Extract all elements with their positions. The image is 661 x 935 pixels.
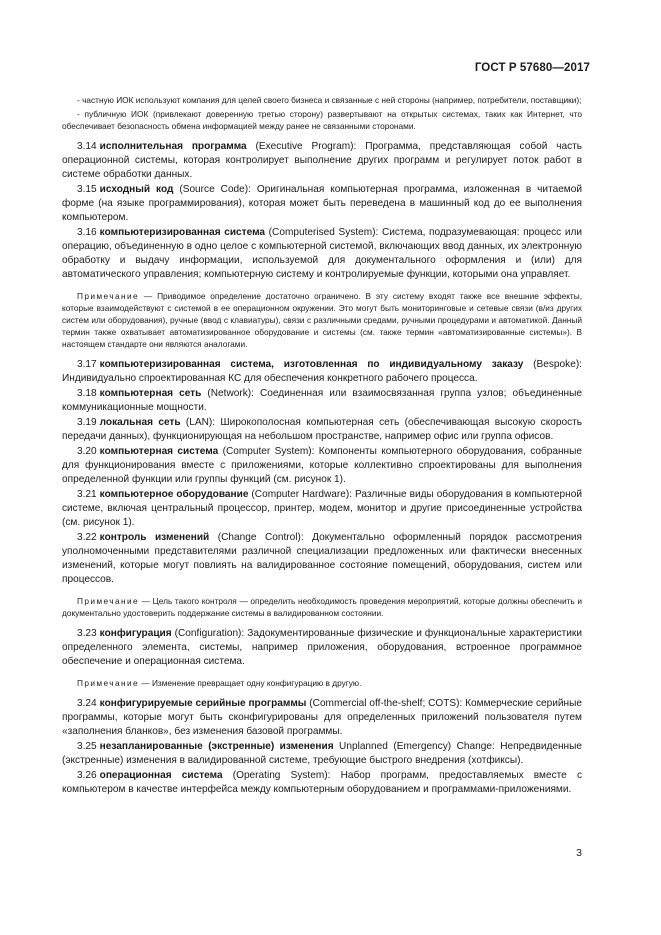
term-number: 3.22 (77, 532, 97, 543)
term-definition: (Network): Соединенная или взаимосвязанная группа узлов; объединенные коммуникационные мощности. (62, 388, 582, 413)
term-3-21 (62, 488, 582, 530)
term-definition: (LAN): Широкополосная компьютерная сеть (обеспечивающая высокую скорость передачи данных), функционирующая на небольшом пространстве, например офис или группа офисов. (62, 417, 582, 442)
term-number: 3.16 (77, 227, 97, 238)
term-3-22 (62, 531, 582, 587)
term-name: компьютеризированная система, изготовленная по индивидуальному заказу (99, 359, 524, 370)
term-name: конфигурируемые серийные программы (99, 698, 307, 709)
term-number: 3.23 (77, 628, 97, 639)
term-number: 3.19 (77, 417, 97, 428)
term-number: 3.18 (77, 388, 97, 399)
term-3-20 (62, 445, 582, 487)
term-definition: (Change Control): Документально оформленный порядок рассмотрения уполномоченными представителями различной специализации предложенных или фактически внесенных изменений, которые могут повлиять на валидированное состояние помещений, оборудования, систем или процессов. (62, 532, 582, 585)
term-3-17 (62, 358, 582, 386)
term-name: локальная сеть (99, 417, 181, 428)
term-name: конфигурация (99, 628, 172, 639)
term-3-19 (62, 416, 582, 444)
term-3-25 (62, 740, 582, 768)
term-3-26 (62, 769, 582, 797)
term-definition: Unplanned (Emergency) Change: Непредвиденные (экстренные) изменения в валидированной системе, требующие быстрого внедрения (хотфиксы). (62, 741, 582, 766)
term-3-23 (62, 627, 582, 669)
term-3-15 (62, 183, 582, 225)
term-definition: (Operating System): Набор программ, предоставляемых вместе с компьютером в качестве интерфейса между компьютерным оборудованием и программами-приложениями. (62, 770, 582, 795)
term-number: 3.25 (77, 741, 97, 752)
term-3-24 (62, 697, 582, 739)
page-number: 3 (576, 847, 582, 859)
note-3-22 (62, 595, 582, 619)
term-name: компьютерная система (99, 446, 219, 457)
term-definition: (Bespoke): Индивидуально спроектированная КС для обеспечения конкретного рабочего процесса. (62, 359, 582, 384)
note-text: — Приводимое определение достаточно ограничено. В эту систему входят также все внешние эффекты, которые взаимодействуют с системой в ее операционном окружении. Это могут быть мониторинговые и сетевые связи (в/из других систем или оборудования), ручные (ввод с клавиатуры), связи с различными средами, ручными процедурами и автоматикой. Данный термин также охватывает автоматизированное оборудование и системы (см. также термин «автоматизированные системы»). В настоящем стандарте они являются аналогами. (62, 291, 582, 349)
term-name: исходный код (99, 184, 174, 195)
term-3-18 (62, 387, 582, 415)
term-name: незапланированные (экстренные) изменения (99, 741, 334, 752)
term-definition: (Computer System): Компоненты компьютерного оборудования, собранные для функционирования вместе с приложениями, которые коллективно спроектированы для выполнения определенной функции или группы функций (см. рисунок 1). (62, 446, 583, 485)
term-name: компьютерная сеть (99, 388, 202, 399)
intro-item-private-pki: - частную ИОК используют компания для целей своего бизнеса и связанные с ней стороны (например, потребители, поставщики); (77, 95, 582, 105)
note-label: Примечание (77, 678, 140, 688)
term-definition: (Commercial off-the-shelf; COTS): Коммерческие серийные программы, которые могут быть сконфигурированы для определенных приложений пользователя путем «заполнения бланков», без изменения базовой программы. (62, 698, 582, 737)
term-number: 3.26 (77, 770, 97, 781)
note-text: — Изменение превращает одну конфигурацию в другую. (139, 678, 362, 688)
note-3-23 (62, 677, 582, 689)
term-number: 3.24 (77, 698, 97, 709)
term-definition: (Computer Hardware): Различные виды оборудования в компьютерной системе, включая центральный процессор, принтер, модем, монитор и другие присоединенные устройства (см. рисунок 1). (62, 489, 582, 528)
term-name: контроль изменений (99, 532, 210, 543)
term-3-14 (62, 140, 582, 182)
term-definition: (Configuration): Задокументированные физические и функциональные характеристики определенного элемента, системы, например приложения, оборудования, встроенное программное обеспечение и операционная система. (62, 628, 582, 667)
term-name: компьютерное оборудование (99, 489, 249, 500)
term-name: операционная система (99, 770, 223, 781)
intro-item-public-pki: - публичную ИОК (привлекают доверенную третью сторону) развертывают на открытых системах, таких как Интернет, что обеспечивает безопасность обмена информацией между ранее не связанными сторонами. (62, 109, 582, 131)
term-definition: (Executive Program): Программа, представляющая собой часть операционной системы, которая контролирует выполнение других программ и регулирует поток работ в системе обработки данных. (62, 141, 582, 180)
note-label: Примечание (77, 596, 140, 606)
note-label: Примечание (77, 291, 140, 301)
term-name: исполнительная программа (99, 141, 247, 152)
term-number: 3.20 (77, 446, 97, 457)
term-number: 3.21 (77, 489, 97, 500)
note-text: — Цель такого контроля — определить необходимость проведения мероприятий, которые должны обеспечить и документально удостоверить поддержание системы в валидированном состоянии. (62, 596, 582, 618)
term-3-16 (62, 226, 582, 282)
term-number: 3.14 (77, 141, 97, 152)
document-header: ГОСТ Р 57680—2017 (474, 62, 590, 74)
term-definition: (Source Code): Оригинальная компьютерная программа, изложенная в читаемой форме (на языке программирования), которая может быть переведена в машинный код до ее выполнения компьютером. (62, 184, 582, 223)
term-number: 3.17 (77, 359, 97, 370)
term-definition: (Computerised System): Система, подразумевающая: процесс или операцию, объединенную в одно целое с компьютерной системой, включающих ввод данных, их электронную обработку и выдачу информации, используемой для документального оформления и (или) для автоматического управления; компьютерную систему и контролируемые функции, которыми она управляет. (62, 227, 583, 280)
document-body (62, 94, 582, 798)
term-name: компьютеризированная система (99, 227, 266, 238)
term-number: 3.15 (77, 184, 97, 195)
note-3-16 (62, 290, 582, 350)
